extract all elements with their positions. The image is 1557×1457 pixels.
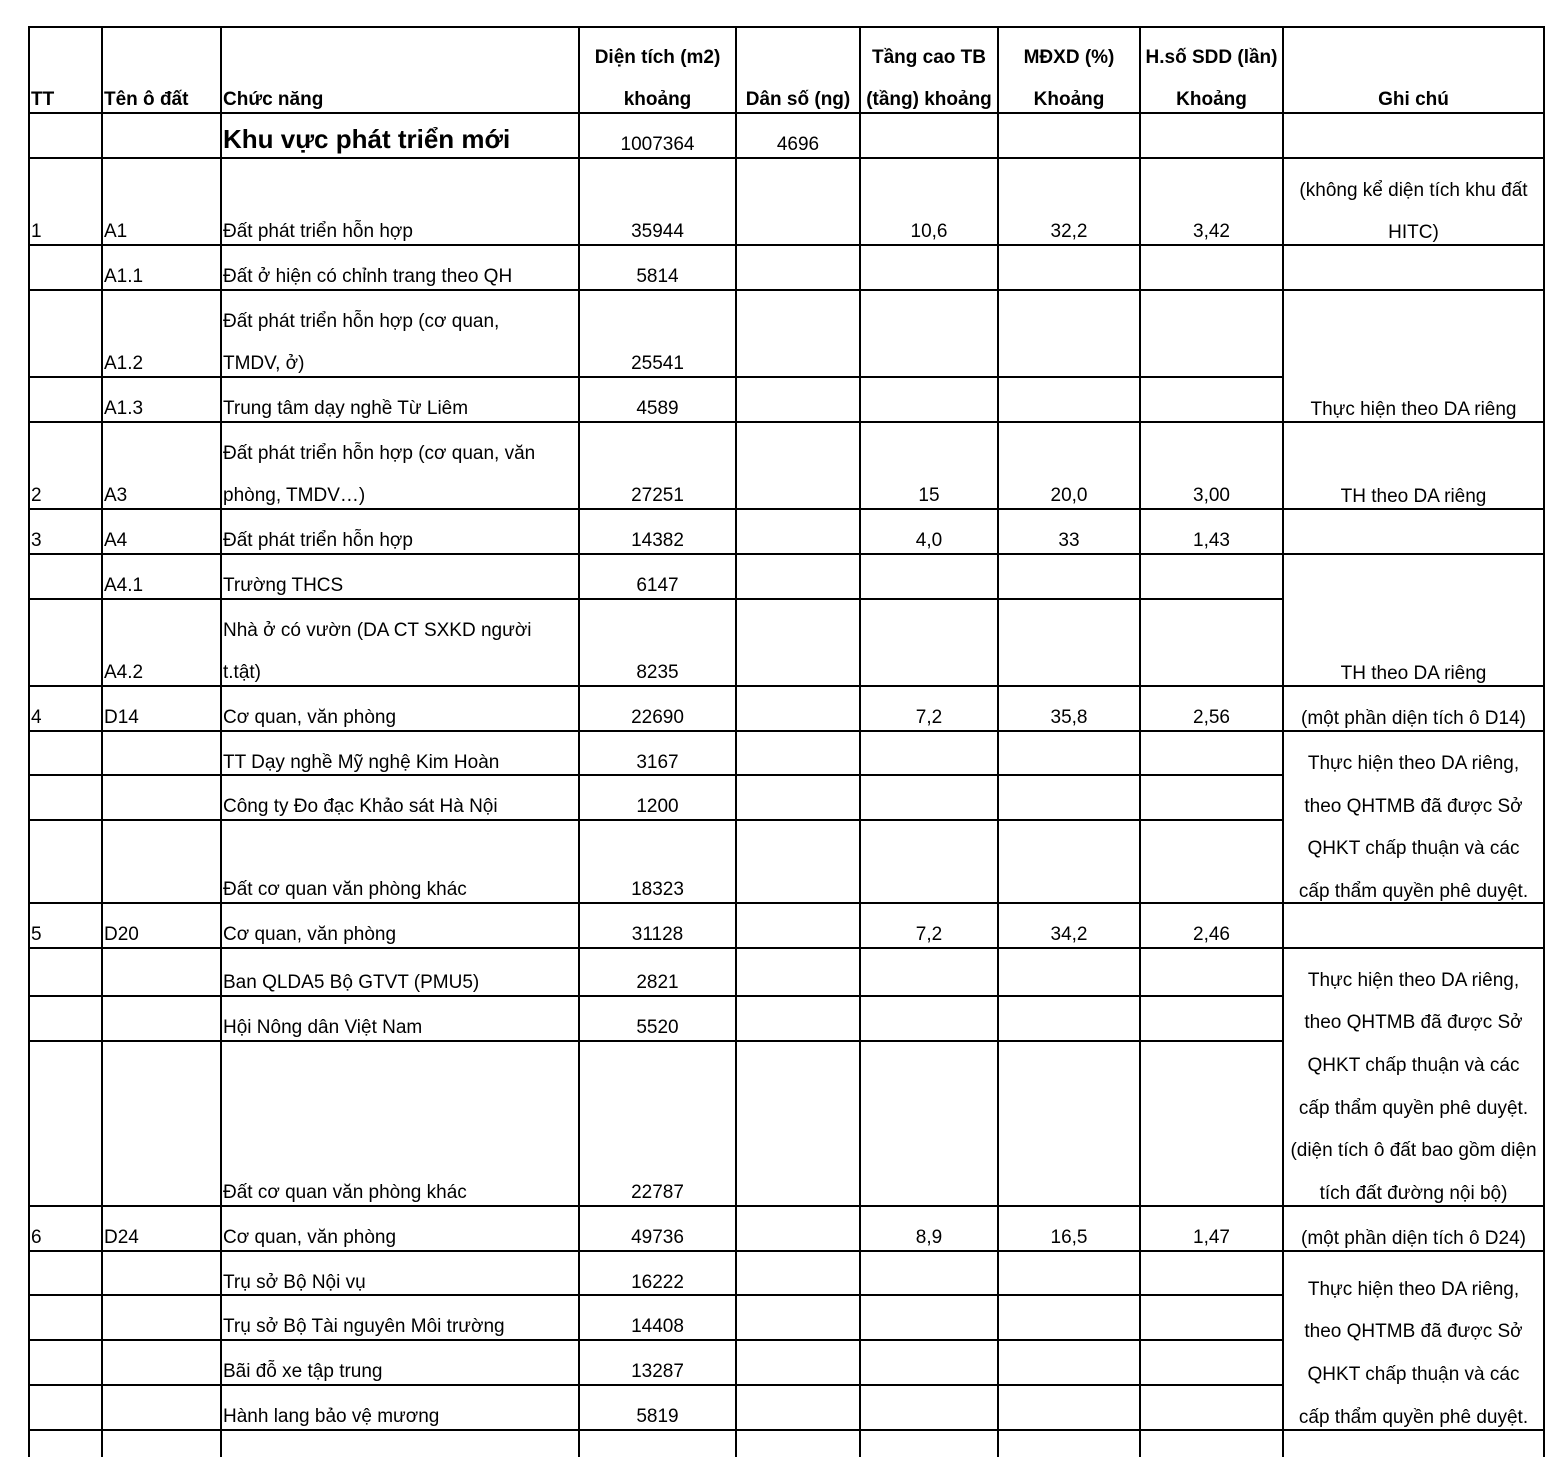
row-chuc-nang: Hội Nông dân Việt Nam [223, 1017, 423, 1038]
row-chuc-nang: Đất cơ quan văn phòng khác [223, 1182, 467, 1203]
header-tt: TT [31, 89, 55, 110]
row-chuc-nang-line2: t.tật) [223, 662, 262, 683]
row-chuc-nang: Cơ quan, văn phòng [223, 1227, 397, 1248]
note-d20-sub-line5: (diện tích ô đất bao gồm diện [1290, 1140, 1537, 1161]
row-dien-tich: 22787 [631, 1182, 684, 1203]
row-tang-cao: 15 [918, 485, 940, 506]
row-tt: 5 [31, 924, 42, 945]
row-ten-o-dat: A3 [104, 485, 128, 506]
row-tang-cao: 7,2 [915, 707, 943, 728]
row-dien-tich: 27251 [631, 485, 684, 506]
row-chuc-nang: Trường THCS [223, 575, 344, 596]
row-tt: 6 [31, 1227, 42, 1248]
row-chuc-nang: Đất cơ quan văn phòng khác [223, 879, 467, 900]
row-chuc-nang: Đất phát triển hỗn hợp [223, 221, 413, 242]
header-hsdd-line1: H.số SDD (lần) [1145, 47, 1278, 68]
row-chuc-nang: Bãi đỗ xe tập trung [223, 1361, 383, 1382]
row-dien-tich: 2821 [636, 972, 679, 993]
summary-label: Khu vực phát triển mới [223, 124, 511, 154]
row-tt: 1 [31, 221, 42, 242]
note-d14: (một phần diện tích ô D14) [1301, 708, 1526, 729]
row-mdxd: 34,2 [1050, 924, 1088, 945]
row-chuc-nang-line1: Đất phát triển hỗn hợp (cơ quan, văn [223, 443, 536, 464]
row-ten-o-dat: A4.1 [104, 575, 144, 596]
header-ghi-chu: Ghi chú [1378, 89, 1449, 110]
row-hsdd: 1,43 [1193, 530, 1230, 551]
row-ten-o-dat: A1.2 [104, 353, 144, 374]
row-dien-tich: 35944 [631, 221, 684, 242]
note-d20-sub-line1: Thực hiện theo DA riêng, [1307, 970, 1520, 991]
row-chuc-nang: Đất phát triển hỗn hợp [223, 530, 413, 551]
row-dien-tich: 4589 [636, 398, 679, 419]
row-hsdd: 3,42 [1193, 221, 1230, 242]
note-a1-3: Thực hiện theo DA riêng [1310, 399, 1517, 420]
note-a1-line1: (không kể diện tích khu đất [1299, 180, 1528, 201]
row-hsdd: 3,00 [1193, 485, 1230, 506]
row-chuc-nang: Đất ở hiện có chỉnh trang theo QH [223, 266, 513, 287]
row-chuc-nang: Cơ quan, văn phòng [223, 924, 397, 945]
row-dien-tich: 13287 [631, 1361, 684, 1382]
row-ten-o-dat: A1.3 [104, 398, 144, 419]
note-d20-sub-line6: tích đất đường nội bộ) [1319, 1183, 1508, 1204]
note-a1-line2: HITC) [1388, 222, 1439, 243]
note-d24: (một phần diện tích ô D24) [1301, 1228, 1526, 1249]
row-tang-cao: 10,6 [910, 221, 948, 242]
note-d14-sub-line1: Thực hiện theo DA riêng, [1307, 753, 1520, 774]
row-dien-tich: 22690 [631, 707, 684, 728]
row-dien-tich: 49736 [631, 1227, 684, 1248]
row-dien-tich: 16222 [631, 1272, 684, 1293]
row-mdxd: 33 [1058, 530, 1080, 551]
row-ten-o-dat: D14 [104, 707, 139, 728]
row-dien-tich: 18323 [631, 879, 684, 900]
row-tang-cao: 4,0 [915, 530, 943, 551]
row-ten-o-dat: A1.1 [104, 266, 144, 287]
summary-dien-tich: 1007364 [620, 134, 695, 155]
row-tt: 4 [31, 707, 42, 728]
note-d24-sub-line4: cấp thẩm quyền phê duyệt. [1298, 1407, 1529, 1428]
row-dien-tich: 5814 [636, 266, 679, 287]
row-chuc-nang: Cơ quan, văn phòng [223, 707, 397, 728]
row-tang-cao: 7,2 [915, 924, 943, 945]
header-tang-cao-line1: Tầng cao TB [871, 47, 986, 68]
header-dan-so: Dân số (ng) [745, 89, 851, 110]
row-ten-o-dat: A1 [104, 221, 128, 242]
row-ten-o-dat: A4.2 [104, 662, 144, 683]
row-dien-tich: 31128 [631, 924, 684, 945]
note-d20-sub-line2: theo QHTMB đã được Sở [1304, 1012, 1523, 1033]
row-hsdd: 1,47 [1193, 1227, 1230, 1248]
row-dien-tich: 3167 [636, 752, 679, 773]
row-chuc-nang-line2: phòng, TMDV…) [223, 485, 366, 506]
row-dien-tich: 14382 [631, 530, 684, 551]
row-dien-tich: 1200 [636, 796, 679, 817]
row-chuc-nang: TT Dạy nghề Mỹ nghệ Kim Hoàn [223, 752, 500, 773]
summary-dan-so: 4696 [776, 134, 820, 155]
row-mdxd: 20,0 [1050, 485, 1088, 506]
row-dien-tich: 6147 [636, 575, 679, 596]
header-mdxd-line2: Khoảng [1033, 89, 1105, 110]
land-use-table [28, 26, 1545, 1457]
row-chuc-nang-line2: TMDV, ở) [223, 353, 305, 374]
row-chuc-nang-line1: Đất phát triển hỗn hợp (cơ quan, [223, 311, 500, 332]
header-hsdd-line2: Khoảng [1176, 89, 1247, 110]
row-hsdd: 2,46 [1193, 924, 1230, 945]
row-ten-o-dat: A4 [104, 530, 128, 551]
row-chuc-nang: Trụ sở Bộ Tài nguyên Môi trường [223, 1316, 505, 1337]
note-d20-sub-line4: cấp thẩm quyền phê duyệt. [1298, 1098, 1529, 1119]
note-d14-sub-line4: cấp thẩm quyền phê duyệt. [1298, 881, 1529, 902]
row-chuc-nang-line1: Nhà ở có vườn (DA CT SXKD người [223, 620, 532, 641]
row-mdxd: 32,2 [1050, 221, 1088, 242]
row-chuc-nang: Công ty Đo đạc Khảo sát Hà Nội [223, 796, 498, 817]
note-d14-sub-line2: theo QHTMB đã được Sở [1304, 796, 1523, 817]
row-dien-tich: 8235 [636, 662, 679, 683]
row-dien-tich: 14408 [631, 1316, 684, 1337]
row-dien-tich: 5520 [636, 1017, 679, 1038]
row-hsdd: 2,56 [1193, 707, 1230, 728]
note-d24-sub-line1: Thực hiện theo DA riêng, [1307, 1279, 1520, 1300]
row-dien-tich: 25541 [631, 353, 684, 374]
note-d20-sub-line3: QHKT chấp thuận và các [1307, 1055, 1520, 1076]
note-d24-sub-line2: theo QHTMB đã được Sở [1304, 1321, 1523, 1342]
row-chuc-nang: Trung tâm dạy nghề Từ Liêm [223, 398, 469, 419]
header-dien-tich-line2: khoảng [623, 89, 692, 110]
note-a4: TH theo DA riêng [1340, 663, 1487, 684]
note-a3: TH theo DA riêng [1340, 486, 1487, 507]
row-tang-cao: 8,9 [915, 1227, 943, 1248]
row-tt: 3 [31, 530, 42, 551]
note-d14-sub-line3: QHKT chấp thuận và các [1307, 838, 1520, 859]
row-tt: 2 [31, 485, 42, 506]
row-ten-o-dat: D24 [104, 1227, 139, 1248]
row-dien-tich: 5819 [636, 1406, 679, 1427]
row-chuc-nang: Hành lang bảo vệ mương [223, 1406, 440, 1427]
header-chuc-nang: Chức năng [223, 89, 324, 110]
header-dien-tich-line1: Diện tích (m2) [594, 47, 721, 68]
header-mdxd-line1: MĐXD (%) [1023, 47, 1115, 68]
row-mdxd: 16,5 [1050, 1227, 1088, 1248]
header-ten-o-dat: Tên ô đất [104, 89, 189, 110]
row-ten-o-dat: D20 [104, 924, 139, 945]
note-d24-sub-line3: QHKT chấp thuận và các [1307, 1364, 1520, 1385]
row-chuc-nang: Ban QLDA5 Bộ GTVT (PMU5) [223, 972, 480, 993]
header-tang-cao-line2: (tầng) khoảng [866, 89, 992, 110]
row-chuc-nang: Trụ sở Bộ Nội vụ [223, 1272, 366, 1293]
row-mdxd: 35,8 [1050, 707, 1088, 728]
